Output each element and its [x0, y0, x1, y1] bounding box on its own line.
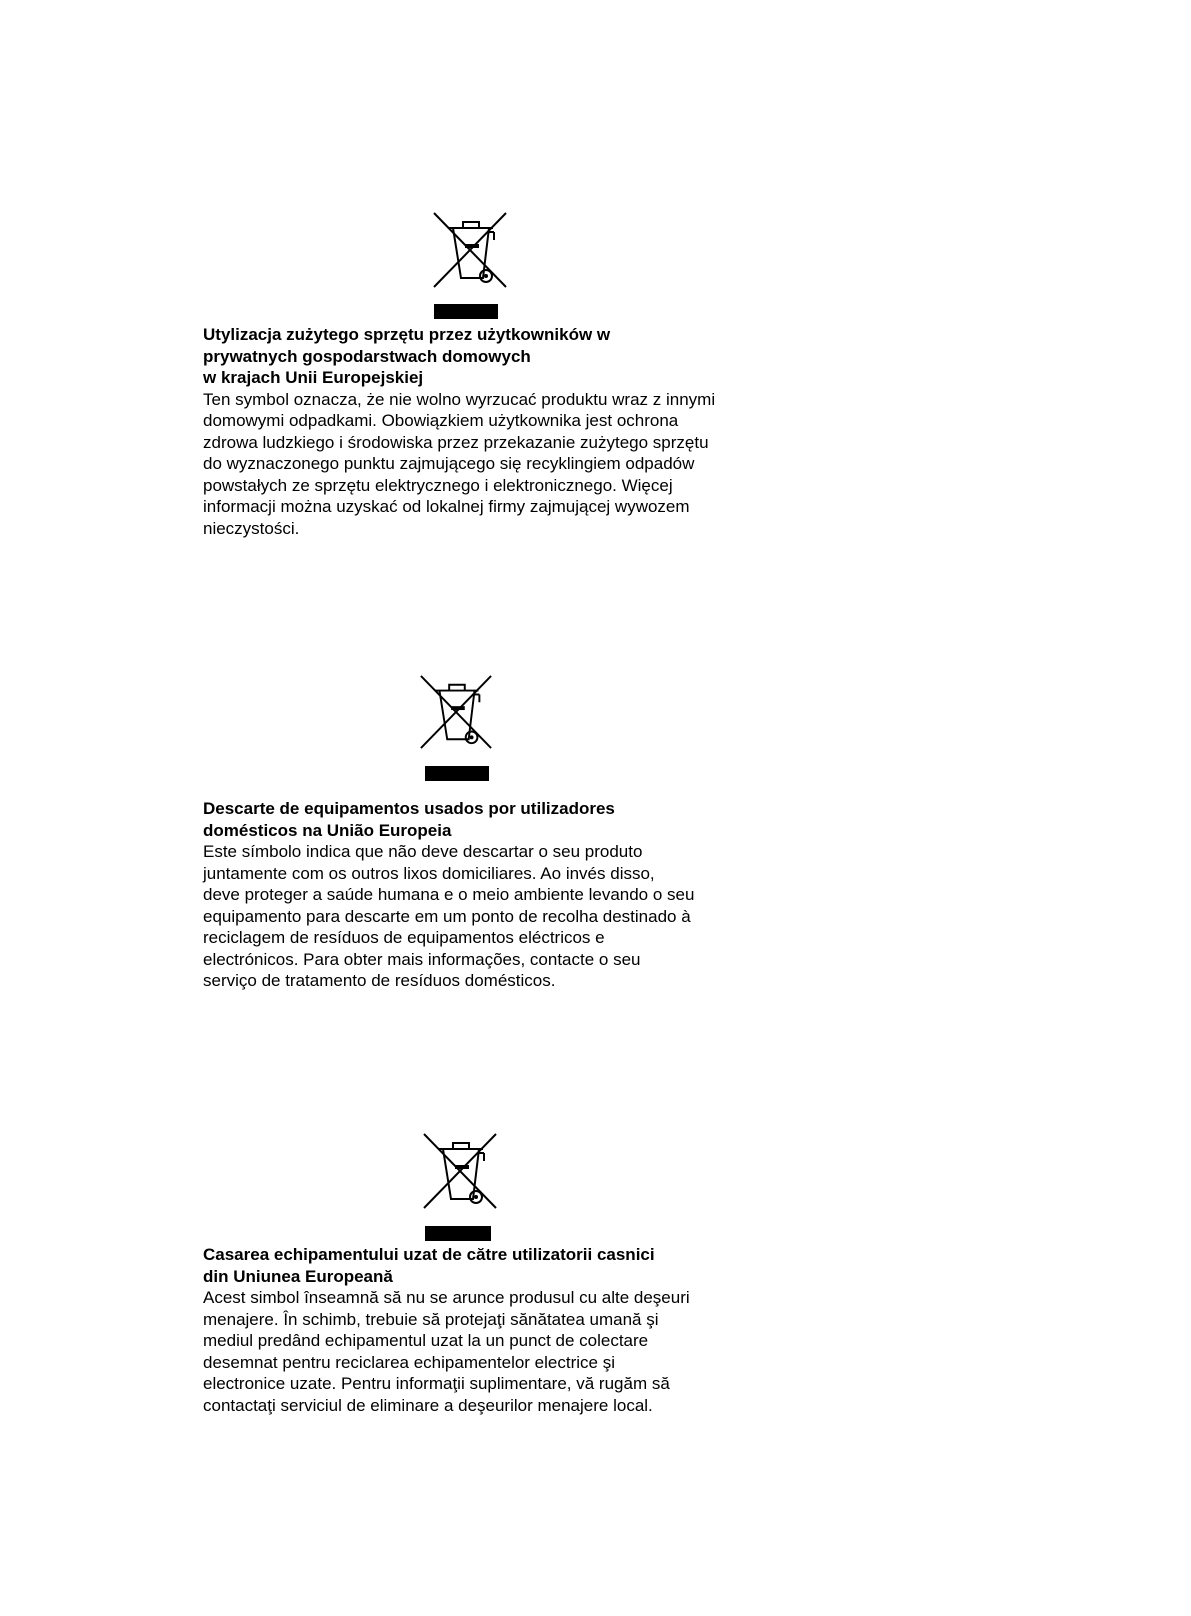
- body-line: mediul predând echipamentul uzat la un punct de colectare: [203, 1331, 649, 1350]
- crossed-out-wheelie-bin-icon: [431, 210, 509, 290]
- notice-title: [203, 324, 763, 389]
- body-line: informacji można uzyskać od lokalnej firmy zajmującej wywozem: [203, 497, 690, 516]
- title-line: Casarea echipamentului uzat de către utilizatorii casnici: [203, 1245, 655, 1264]
- body-line: nieczystości.: [203, 518, 300, 538]
- body-line: equipamento para descarte em um ponto de recolha destinado à: [203, 906, 691, 926]
- body-line: Este símbolo indica que não deve descartar o seu produto: [203, 842, 643, 861]
- body-line: deve proteger a saúde humana e o meio ambiente levando o seu: [203, 885, 695, 904]
- title-line: prywatnych gospodarstwach domowych: [203, 346, 531, 366]
- notice-text-pt: [203, 798, 763, 992]
- title-line: din Uniunea Europeană: [203, 1266, 393, 1286]
- body-line: powstałych ze sprzętu elektrycznego i elektronicznego. Więcej: [203, 475, 673, 495]
- notice-body: [203, 1287, 763, 1416]
- title-line: Descarte de equipamentos usados por utilizadores: [203, 799, 615, 818]
- body-line: contactaţi serviciul de eliminare a deşeurilor menajere local.: [203, 1395, 653, 1415]
- body-line: juntamente com os outros lixos domiciliares. Ao invés disso,: [203, 863, 655, 883]
- symbol-underline-bar: [425, 766, 489, 781]
- body-line: menajere. În schimb, trebuie să protejaţi sănătatea umană şi: [203, 1309, 659, 1329]
- body-line: Acest simbol înseamnă să nu se arunce produsul cu alte deşeuri: [203, 1288, 690, 1307]
- notice-title: [203, 798, 763, 841]
- notice-body: [203, 389, 763, 540]
- body-line: serviço de tratamento de resíduos domésticos.: [203, 971, 556, 990]
- symbol-underline-bar: [425, 1226, 491, 1241]
- notice-body: [203, 841, 763, 992]
- crossed-out-wheelie-bin-icon: [418, 673, 494, 751]
- body-line: electronice uzate. Pentru informaţii suplimentare, vă rugăm să: [203, 1374, 670, 1393]
- notice-text-pl: [203, 324, 763, 539]
- title-line: w krajach Unii Europejskiej: [203, 368, 424, 387]
- crossed-out-wheelie-bin-icon: [421, 1131, 499, 1211]
- title-line: Utylizacja zużytego sprzętu przez użytkowników w: [203, 325, 611, 344]
- body-line: do wyznaczonego punktu zajmującego się recyklingiem odpadów: [203, 454, 695, 473]
- symbol-underline-bar: [434, 304, 498, 319]
- body-line: domowymi odpadkami. Obowiązkiem użytkownika jest ochrona: [203, 411, 679, 430]
- body-line: desemnat pentru reciclarea echipamentelor electrice şi: [203, 1352, 615, 1372]
- title-line: domésticos na União Europeia: [203, 820, 452, 840]
- body-line: reciclagem de resíduos de equipamentos eléctricos e: [203, 928, 605, 947]
- body-line: electrónicos. Para obter mais informações, contacte o seu: [203, 949, 641, 969]
- notice-text-ro: [203, 1244, 763, 1416]
- notice-title: [203, 1244, 763, 1287]
- body-line: zdrowa ludzkiego i środowiska przez przekazanie zużytego sprzętu: [203, 432, 709, 452]
- body-line: Ten symbol oznacza, że nie wolno wyrzucać produktu wraz z innymi: [203, 389, 716, 409]
